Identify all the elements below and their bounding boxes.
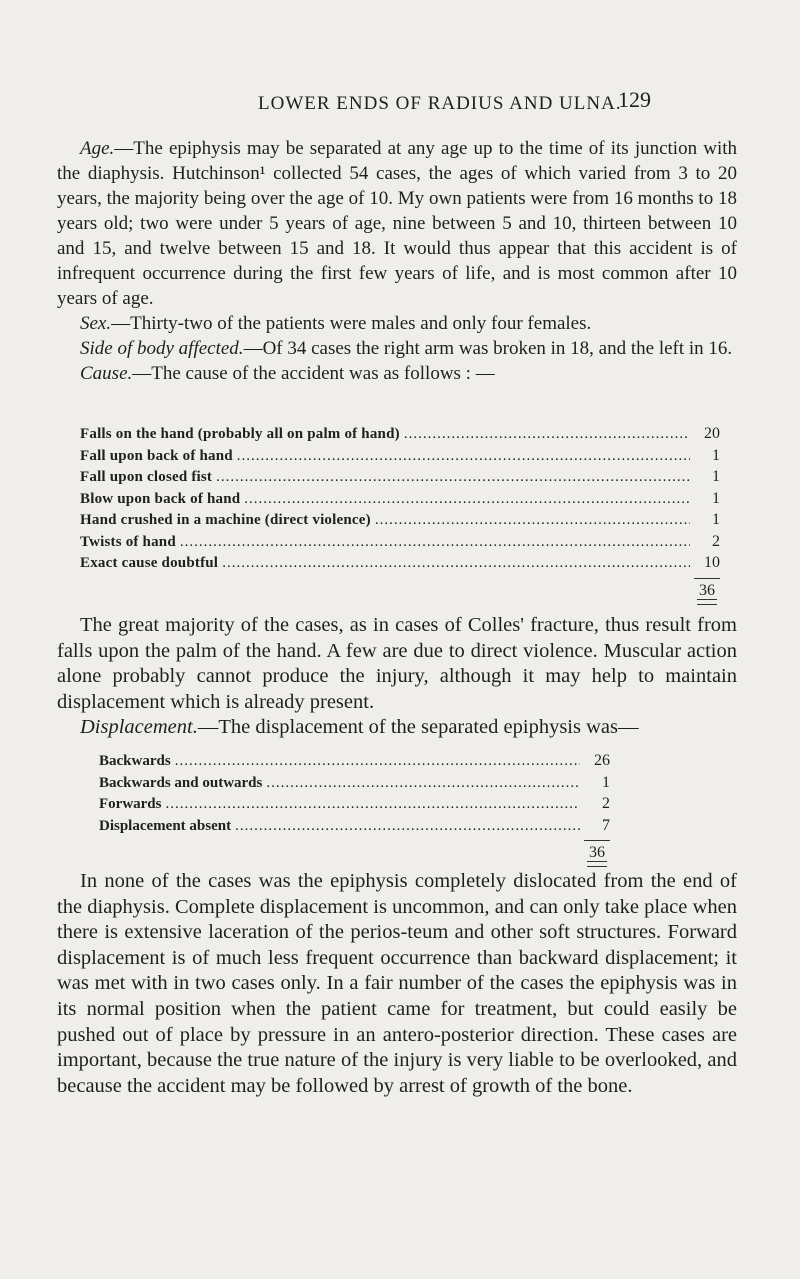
row-label: Fall upon back of hand <box>80 447 233 464</box>
table-row <box>80 533 720 555</box>
row-value: 2 <box>602 795 610 812</box>
age-text: —The epiphysis may be separated at any age up to the time of its junction with the diaphysis. Hutchinson¹ collected 54 cases, the ages of which varied from 3 to 20 years, the majority being over the age of 10. My own patients were from 16 months to 18 years old; two were under 5 years of age, nine between 5 and 10, thirteen between 10 and 15, and twelve between 15 and 18. It would thus appear that this accident is of infrequent occurrence during the first few years of life, and is most common after 10 years of age. <box>57 138 737 309</box>
row-label: Fall upon closed fist <box>80 469 213 485</box>
table-row <box>80 554 720 576</box>
cause-text: —The cause of the accident was as follows : — <box>132 363 495 384</box>
table-row <box>80 447 720 469</box>
cause-table <box>80 425 720 600</box>
age-heading: Age. <box>80 138 115 159</box>
displacement-paragraph <box>57 715 737 741</box>
row-value: 26 <box>594 752 610 769</box>
dot-leader <box>216 469 690 486</box>
running-head: LOWER ENDS OF RADIUS AND ULNA. <box>258 93 622 114</box>
side-text: —Of 34 cases the right arm was broken in 18, and the left in 16. <box>243 338 733 359</box>
table-total: 36 <box>584 840 610 862</box>
row-label: Falls on the hand (probably all on palm of hand) <box>80 426 400 442</box>
row-label: Displacement absent <box>99 817 232 834</box>
row-label: Twists of hand <box>80 533 176 550</box>
middle-paragraphs <box>57 613 737 741</box>
dot-leader <box>222 555 690 572</box>
row-value: 10 <box>704 554 720 571</box>
sex-paragraph <box>57 311 737 336</box>
row-value: 1 <box>712 489 720 507</box>
row-value: 1 <box>602 773 610 791</box>
row-label: Backwards <box>99 753 171 769</box>
table-total-row <box>99 838 610 862</box>
closing-paragraph <box>57 869 737 1099</box>
age-paragraph <box>57 136 737 311</box>
row-label: Blow upon back of hand <box>80 490 241 507</box>
closing-line <box>57 869 737 1099</box>
majority-text: The great majority of the cases, as in cases of Colles' fracture, thus result from falls upon the palm of the hand. A few are due to direct violence. Muscular action alone probably cannot produce the injury, although it may help to maintain displacement which is already present. <box>57 614 737 713</box>
intro-paragraphs <box>57 136 737 386</box>
cause-heading: Cause. <box>80 363 133 384</box>
dot-leader <box>175 753 580 770</box>
dot-leader <box>244 491 690 508</box>
table-row <box>80 468 720 490</box>
row-value: 1 <box>712 446 720 464</box>
table-row <box>99 774 610 796</box>
row-label: Hand crushed in a machine (direct violence) <box>80 512 371 528</box>
dot-leader <box>235 818 580 835</box>
table-row <box>80 490 720 512</box>
row-value: 20 <box>704 425 720 442</box>
row-value: 1 <box>712 511 720 528</box>
table-row <box>99 817 610 839</box>
dot-leader <box>375 512 690 529</box>
table-row <box>99 795 610 817</box>
table-total-row <box>80 576 720 600</box>
dot-leader <box>180 534 690 551</box>
dot-leader <box>166 796 581 813</box>
side-paragraph <box>57 336 737 361</box>
table-row <box>99 752 610 774</box>
side-heading: Side of body affected. <box>80 338 244 359</box>
row-label: Backwards and outwards <box>99 774 263 791</box>
displacement-heading: Displacement. <box>80 716 198 739</box>
closing-text: In none of the cases was the epiphysis completely dislocated from the end of the diaphysis. Complete displacement is uncommon, and can only take place when there is extensive laceration of the perios-teum and other soft structures. Forward displacement is of much less frequent occurrence than backward displacement; it was met with in two cases only. In a fair number of the cases the epiphysis was in its normal position when the patient came for treatment, but could easily be pushed out of place by pressure in an antero-posterior direction. These cases are important, because the true nature of the injury is very liable to be overlooked, and because the accident may be followed by arrest of growth of the bone. <box>57 870 737 1097</box>
row-value: 2 <box>712 532 720 550</box>
row-value: 7 <box>602 816 610 834</box>
displacement-text: —The displacement of the separated epiphysis was— <box>197 716 639 739</box>
table-total: 36 <box>694 578 720 600</box>
row-value: 1 <box>712 468 720 485</box>
displacement-table <box>99 752 610 862</box>
majority-paragraph <box>57 613 737 715</box>
dot-leader <box>237 448 690 465</box>
row-label: Exact cause doubtful <box>80 555 219 571</box>
table-row <box>80 425 720 447</box>
dot-leader <box>266 775 580 792</box>
table-row <box>80 511 720 533</box>
row-label: Forwards <box>99 796 162 812</box>
sex-heading: Sex. <box>80 313 112 334</box>
page-number: 129 <box>618 87 651 112</box>
sex-text: —Thirty-two of the patients were males and only four females. <box>111 313 592 334</box>
dot-leader <box>404 426 690 443</box>
cause-paragraph <box>57 361 737 386</box>
